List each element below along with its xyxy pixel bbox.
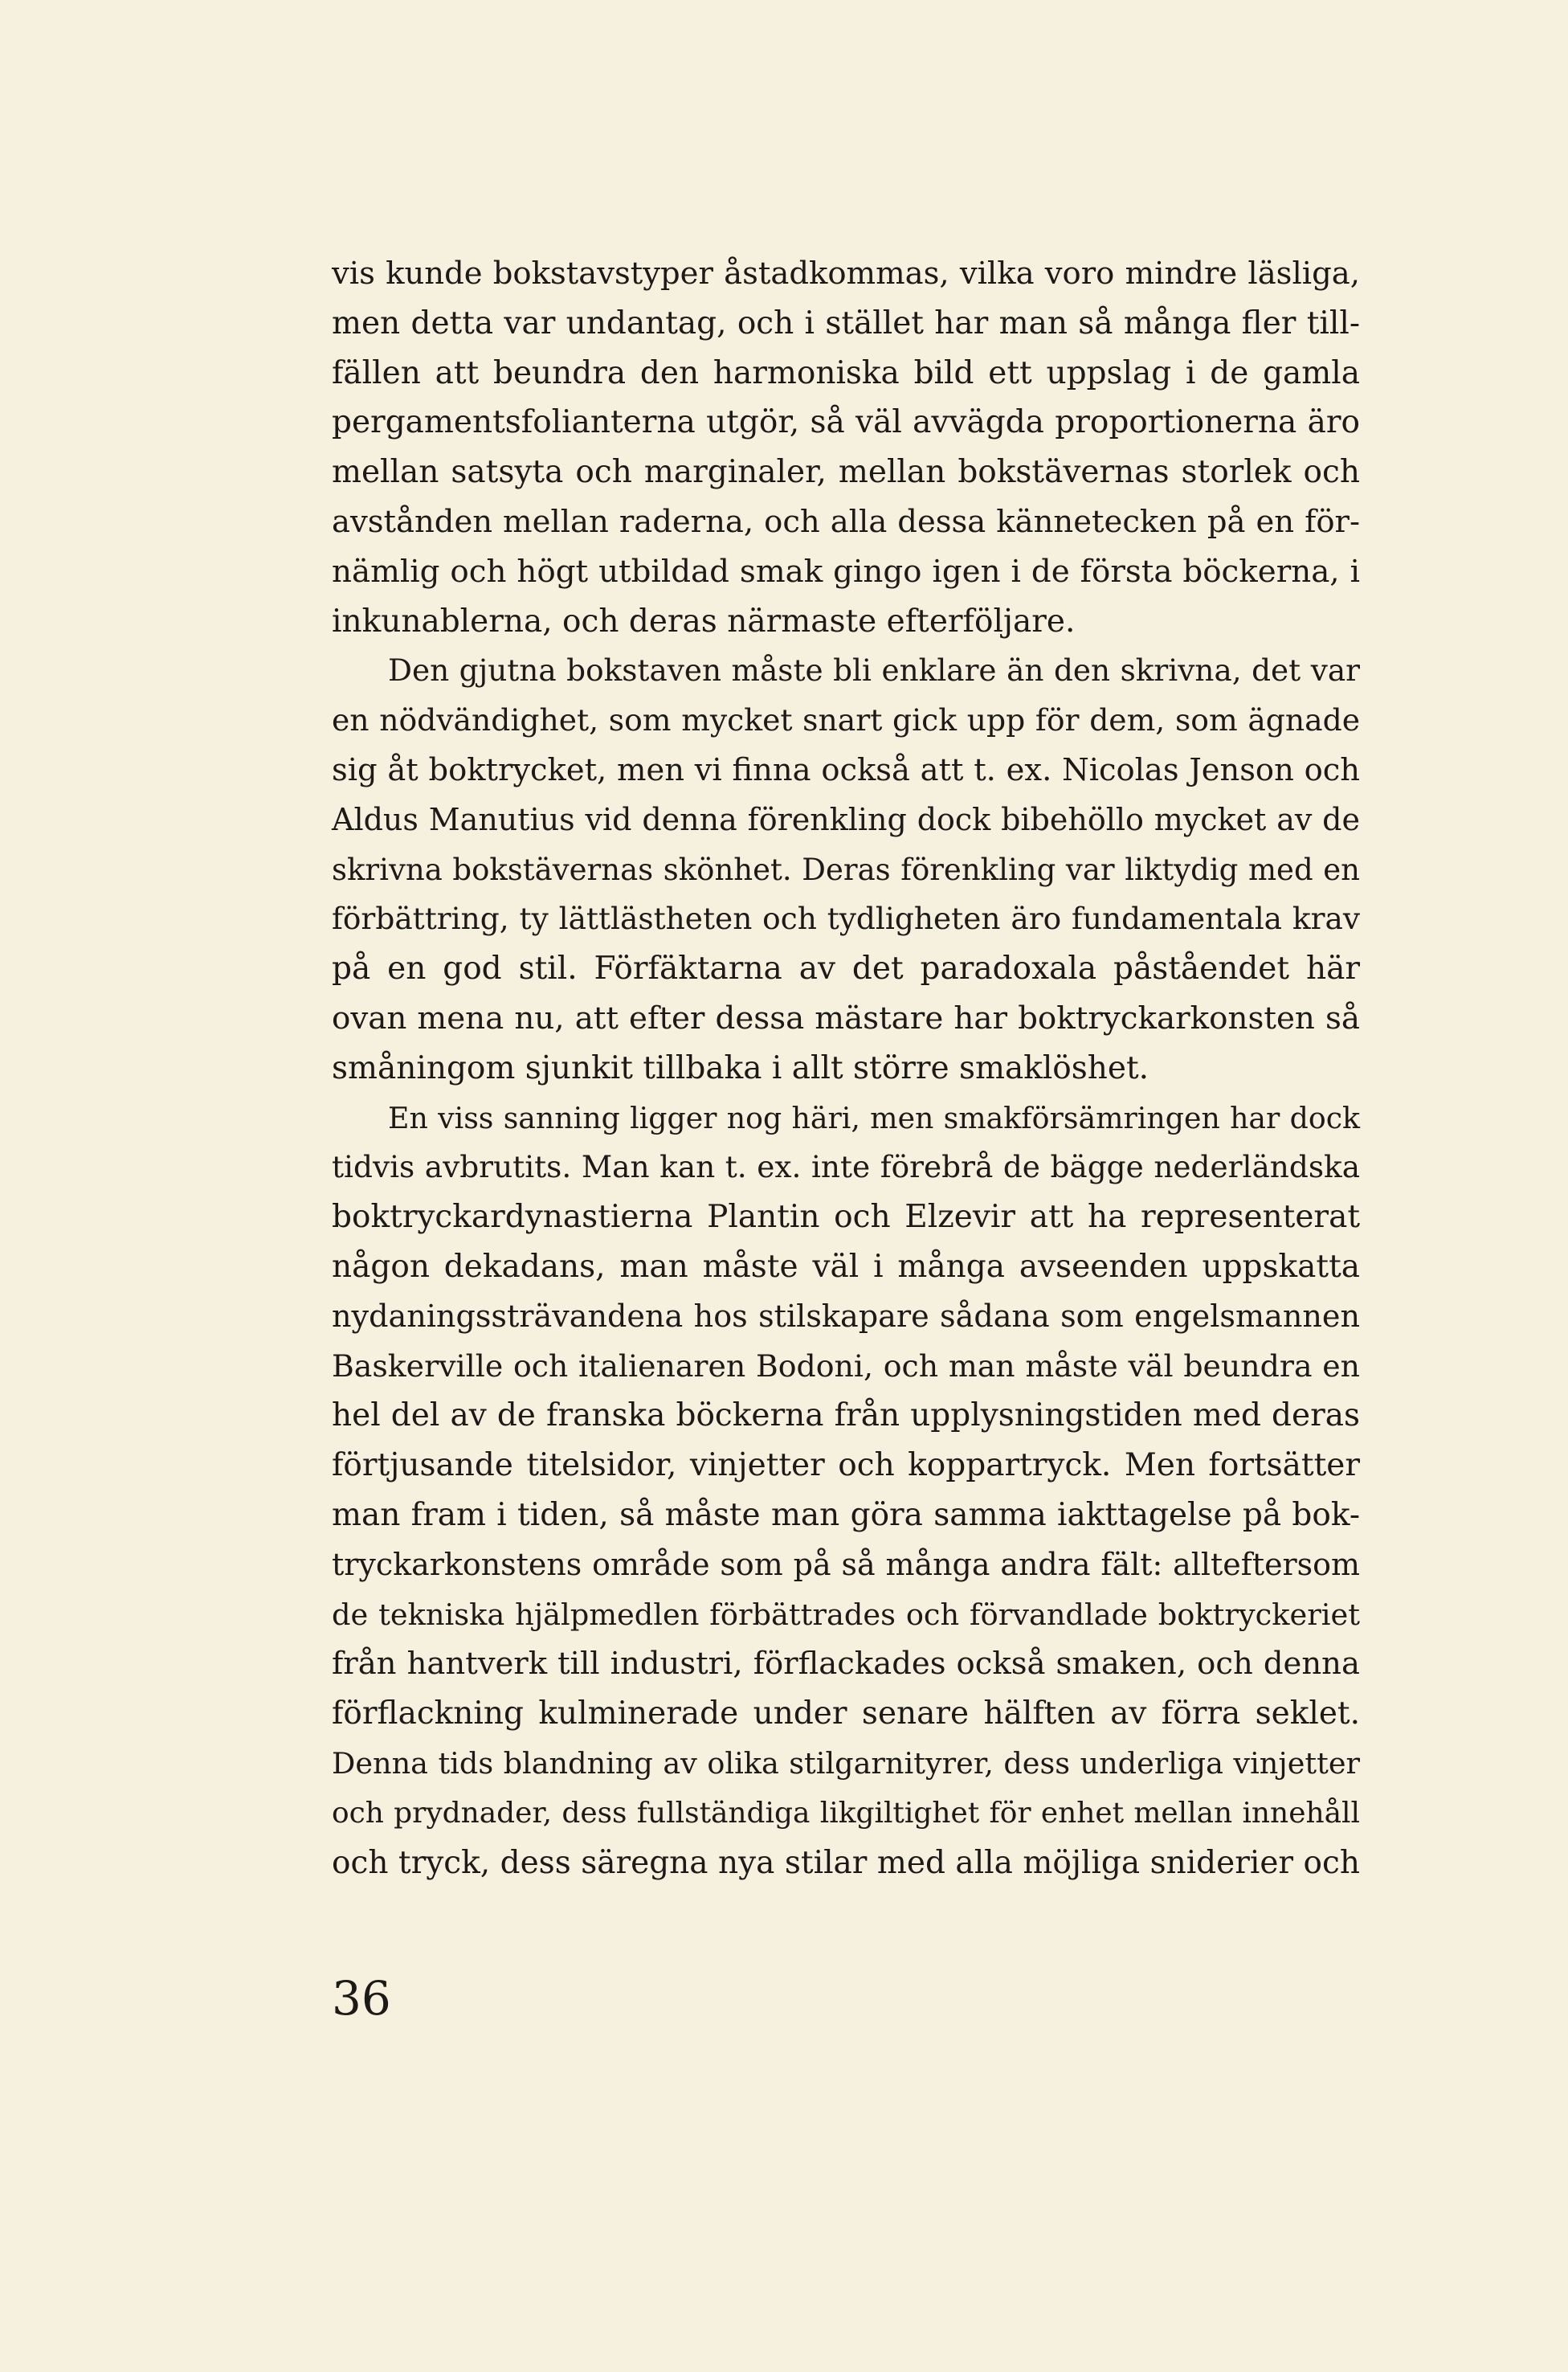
text-line: från hantverk till industri, förflackades också smaken, och denna <box>332 1646 1360 1683</box>
text-line: de tekniska hjälpmedlen förbättrades och förvandlade boktryckeriet <box>332 1597 1360 1632</box>
text-line: avstånden mellan raderna, och alla dessa kännetecken på en för- <box>332 503 1360 540</box>
text-line: inkunablerna, och deras närmaste efterföljare. <box>332 603 1076 640</box>
text-line: tryckarkonstens område som på så många andra fält: allteftersom <box>332 1546 1360 1582</box>
text-line: sig åt boktrycket, men vi finna också att t. ex. Nicolas Jenson och <box>332 751 1360 788</box>
text-line: men detta var undantag, och i stället har man så många fler till- <box>332 305 1360 341</box>
text-line: en nödvändighet, som mycket snart gick upp för dem, som ägnade <box>332 702 1360 738</box>
text-line: förbättring, ty lättlästheten och tydligheten äro fundamentala krav <box>332 901 1360 937</box>
text-line: Den gjutna bokstaven måste bli enklare än den skrivna, det var <box>388 652 1360 689</box>
text-line: tidvis avbrutits. Man kan t. ex. inte förebrå de bägge nederländska <box>332 1149 1360 1185</box>
text-line: nämlig och högt utbildad smak gingo igen i de första böckerna, i <box>332 553 1360 590</box>
text-line: Aldus Manutius vid denna förenkling dock bibehöllo mycket av de <box>332 801 1360 837</box>
text-line: på en god stil. Förfäktarna av det paradoxala påståendet här <box>332 951 1360 988</box>
text-line: boktryckardynastierna Plantin och Elzevir att ha representerat <box>332 1199 1360 1236</box>
text-line: Baskerville och italienaren Bodoni, och man måste väl beundra en <box>332 1348 1360 1384</box>
text-line: nydaningssträvandena hos stilskapare sådana som engelsmannen <box>332 1298 1360 1334</box>
text-line: vis kunde bokstavstyper åstadkommas, vilka voro mindre läsliga, <box>332 256 1360 292</box>
text-line: och prydnader, dess fullständiga likgiltighet för enhet mellan innehåll <box>332 1796 1360 1830</box>
text-line: ovan mena nu, att efter dessa mästare har boktryckarkonsten så <box>332 1000 1360 1037</box>
text-line: fällen att beundra den harmoniska bild ett uppslag i de gamla <box>332 354 1360 391</box>
text-line: någon dekadans, man måste väl i många avseenden uppskatta <box>332 1248 1360 1285</box>
text-line: pergamentsfolianterna utgör, så väl avvägda proportionerna äro <box>332 404 1360 441</box>
text-line: man fram i tiden, så måste man göra samma iakttagelse på bok- <box>332 1496 1360 1533</box>
page-number: 36 <box>332 1971 391 2026</box>
text-line: och tryck, dess säregna nya stilar med alla möjliga sniderier och <box>332 1844 1360 1881</box>
text-line: Denna tids blandning av olika stilgarnityrer, dess underliga vinjetter <box>332 1745 1360 1781</box>
text-line: småningom sjunkit tillbaka i allt större smaklöshet. <box>332 1049 1149 1086</box>
text-line: mellan satsyta och marginaler, mellan bokstävernas storlek och <box>332 454 1360 491</box>
body-text <box>332 249 1360 1887</box>
text-line: skrivna bokstävernas skönhet. Deras förenkling var liktydig med en <box>332 852 1360 887</box>
text-line: hel del av de franska böckerna från upplysningstiden med deras <box>332 1397 1360 1434</box>
text-line: förflackning kulminerade under senare hälften av förra seklet. <box>332 1695 1360 1732</box>
text-line: förtjusande titelsidor, vinjetter och koppartryck. Men fortsätter <box>332 1447 1360 1484</box>
text-line: En viss sanning ligger nog häri, men smakförsämringen har dock <box>388 1100 1360 1135</box>
